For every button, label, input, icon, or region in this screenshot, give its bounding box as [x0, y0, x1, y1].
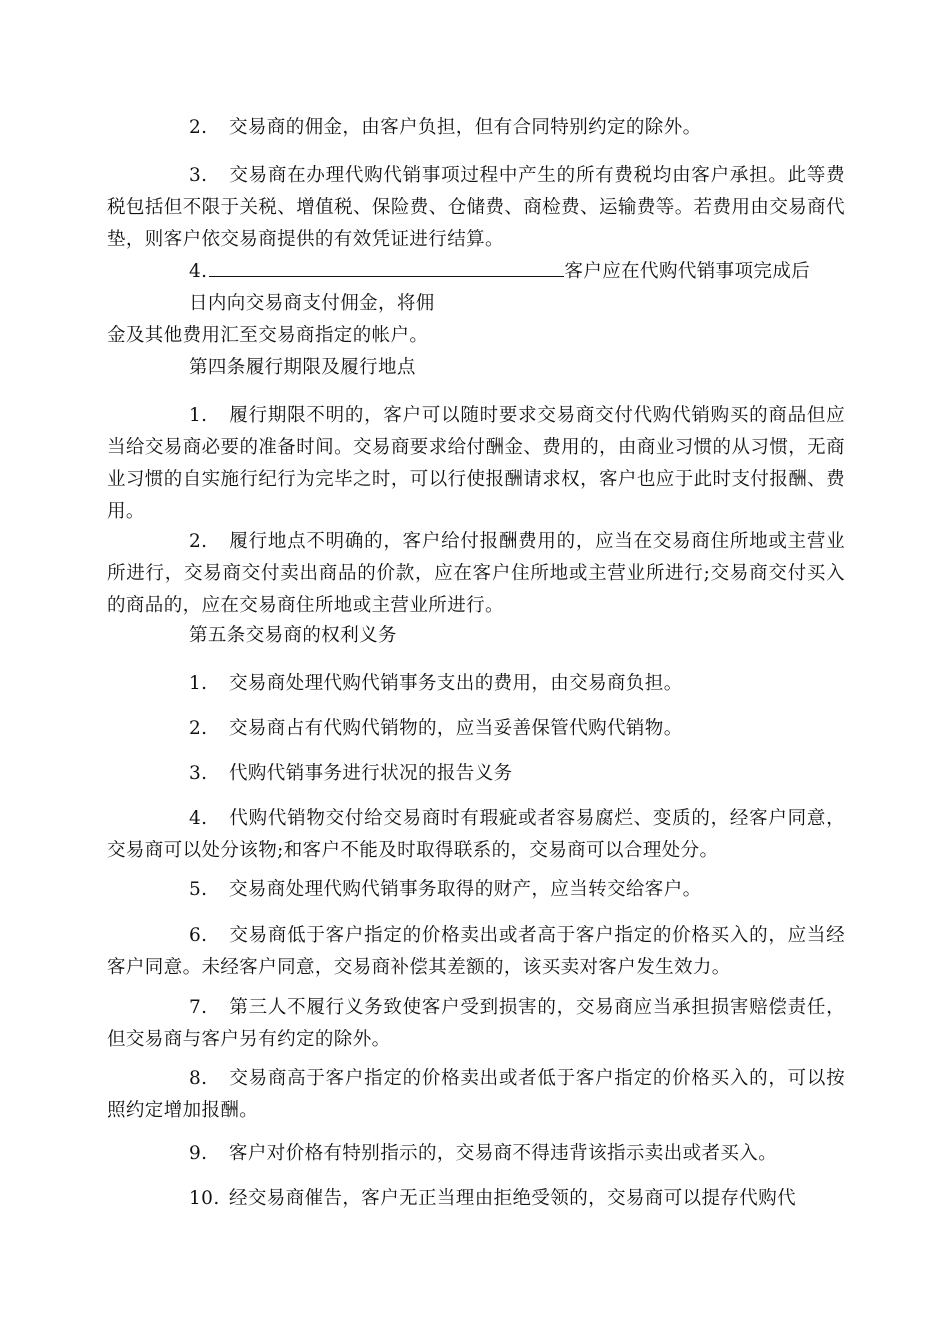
article-4-clause-2: [107, 526, 845, 622]
article-5-clause-10: [107, 1183, 845, 1215]
clause-text: 第三人不履行义务致使客户受到损害的，交易商应当承担损害赔偿责任，但交易商与客户另有约定的除外。: [107, 997, 845, 1050]
clause-number: 10.: [189, 1188, 220, 1209]
article-5-clause-9: [107, 1138, 845, 1170]
blank-line: [209, 258, 564, 277]
article-5-clause-4: [107, 803, 845, 867]
clause-text: 交易商的佣金，由客户负担，但有合同特别约定的除外。: [229, 117, 702, 138]
article-5-clause-8: [107, 1063, 845, 1127]
clause-2-commission: [107, 112, 845, 144]
clause-3-taxes: [107, 160, 845, 256]
clause-number: 5.: [189, 879, 208, 900]
clause-text-line3: 金及其他费用汇至交易商指定的帐户。: [107, 325, 429, 346]
article-5-clause-3: [107, 758, 845, 790]
clause-number: 2.: [189, 117, 208, 138]
clause-number: 7.: [189, 997, 208, 1018]
clause-number: 2.: [189, 718, 208, 739]
article-4-clause-1: [107, 400, 845, 528]
clause-text-line2: 日内向交易商支付佣金，将佣: [189, 293, 435, 314]
clause-number: 8.: [189, 1068, 208, 1089]
clause-number: 2.: [189, 531, 208, 552]
article-5-clause-2: [107, 713, 845, 745]
clause-number: 1.: [189, 405, 208, 426]
clause-number: 1.: [189, 673, 208, 694]
clause-text: 交易商低于客户指定的价格卖出或者高于客户指定的价格买入的，应当经客户同意。未经客户同意，交易商补偿其差额的，该买卖对客户发生效力。: [107, 925, 845, 978]
clause-text: 交易商占有代购代销物的，应当妥善保管代购代销物。: [229, 718, 683, 739]
clause-text: 交易商在办理代购代销事项过程中产生的所有费税均由客户承担。此等费税包括但不限于关税、增值税、保险费、仓储费、商检费、运输费等。若费用由交易商代垫，则客户依交易商提供的有效凭证进行结算。: [107, 165, 845, 250]
clause-text: 交易商处理代购代销事务支出的费用，由交易商负担。: [229, 673, 683, 694]
article-5-clause-1: [107, 668, 845, 700]
clause-number: 4.: [189, 808, 208, 829]
clause-text: 履行期限不明的，客户可以随时要求交易商交付代购代销购买的商品但应当给交易商必要的准备时间。交易商要求给付酬金、费用的，由商业习惯的从习惯，无商业习惯的自实施行纪行为完毕之时，可以行使报酬请求权，客户也应于此时支付报酬、费用。: [107, 405, 845, 522]
clause-number: 6.: [189, 925, 208, 946]
clause-number: 3.: [189, 763, 208, 784]
clause-text: 履行地点不明确的，客户给付报酬费用的，应当在交易商住所地或主营业所进行，交易商交付卖出商品的价款，应在客户住所地或主营业所进行;交易商交付买入的商品的，应在交易商住所地或主营业所进行。: [107, 531, 845, 616]
article-4-heading: 第四条履行期限及履行地点: [189, 357, 416, 378]
clause-text: 代购代销事务进行状况的报告义务: [229, 763, 513, 784]
clause-number: 3.: [189, 165, 208, 186]
clause-number: 4.: [189, 261, 208, 282]
article-5-clause-6: [107, 920, 845, 984]
clause-text: 代购代销物交付给交易商时有瑕疵或者容易腐烂、变质的，经客户同意，交易商可以处分该物;和客户不能及时取得联系的，交易商可以合理处分。: [107, 808, 845, 861]
clause-number: 9.: [189, 1143, 208, 1164]
clause-4-payment: [107, 256, 845, 352]
article-5-clause-5: [107, 874, 845, 906]
clause-text: 客户对价格有特别指示的，交易商不得违背该指示卖出或者买入。: [229, 1143, 778, 1164]
clause-text: 交易商高于客户指定的价格卖出或者低于客户指定的价格买入的，可以按照约定增加报酬。: [107, 1068, 845, 1121]
clause-text: 交易商处理代购代销事务取得的财产，应当转交给客户。: [229, 879, 702, 900]
clause-text: 经交易商催告，客户无正当理由拒绝受领的，交易商可以提存代购代: [229, 1188, 797, 1209]
article-5-clause-7: [107, 992, 845, 1056]
article-5-heading: 第五条交易商的权利义务: [189, 625, 397, 646]
clause-text: 客户应在代购代销事项完成后: [564, 261, 811, 282]
